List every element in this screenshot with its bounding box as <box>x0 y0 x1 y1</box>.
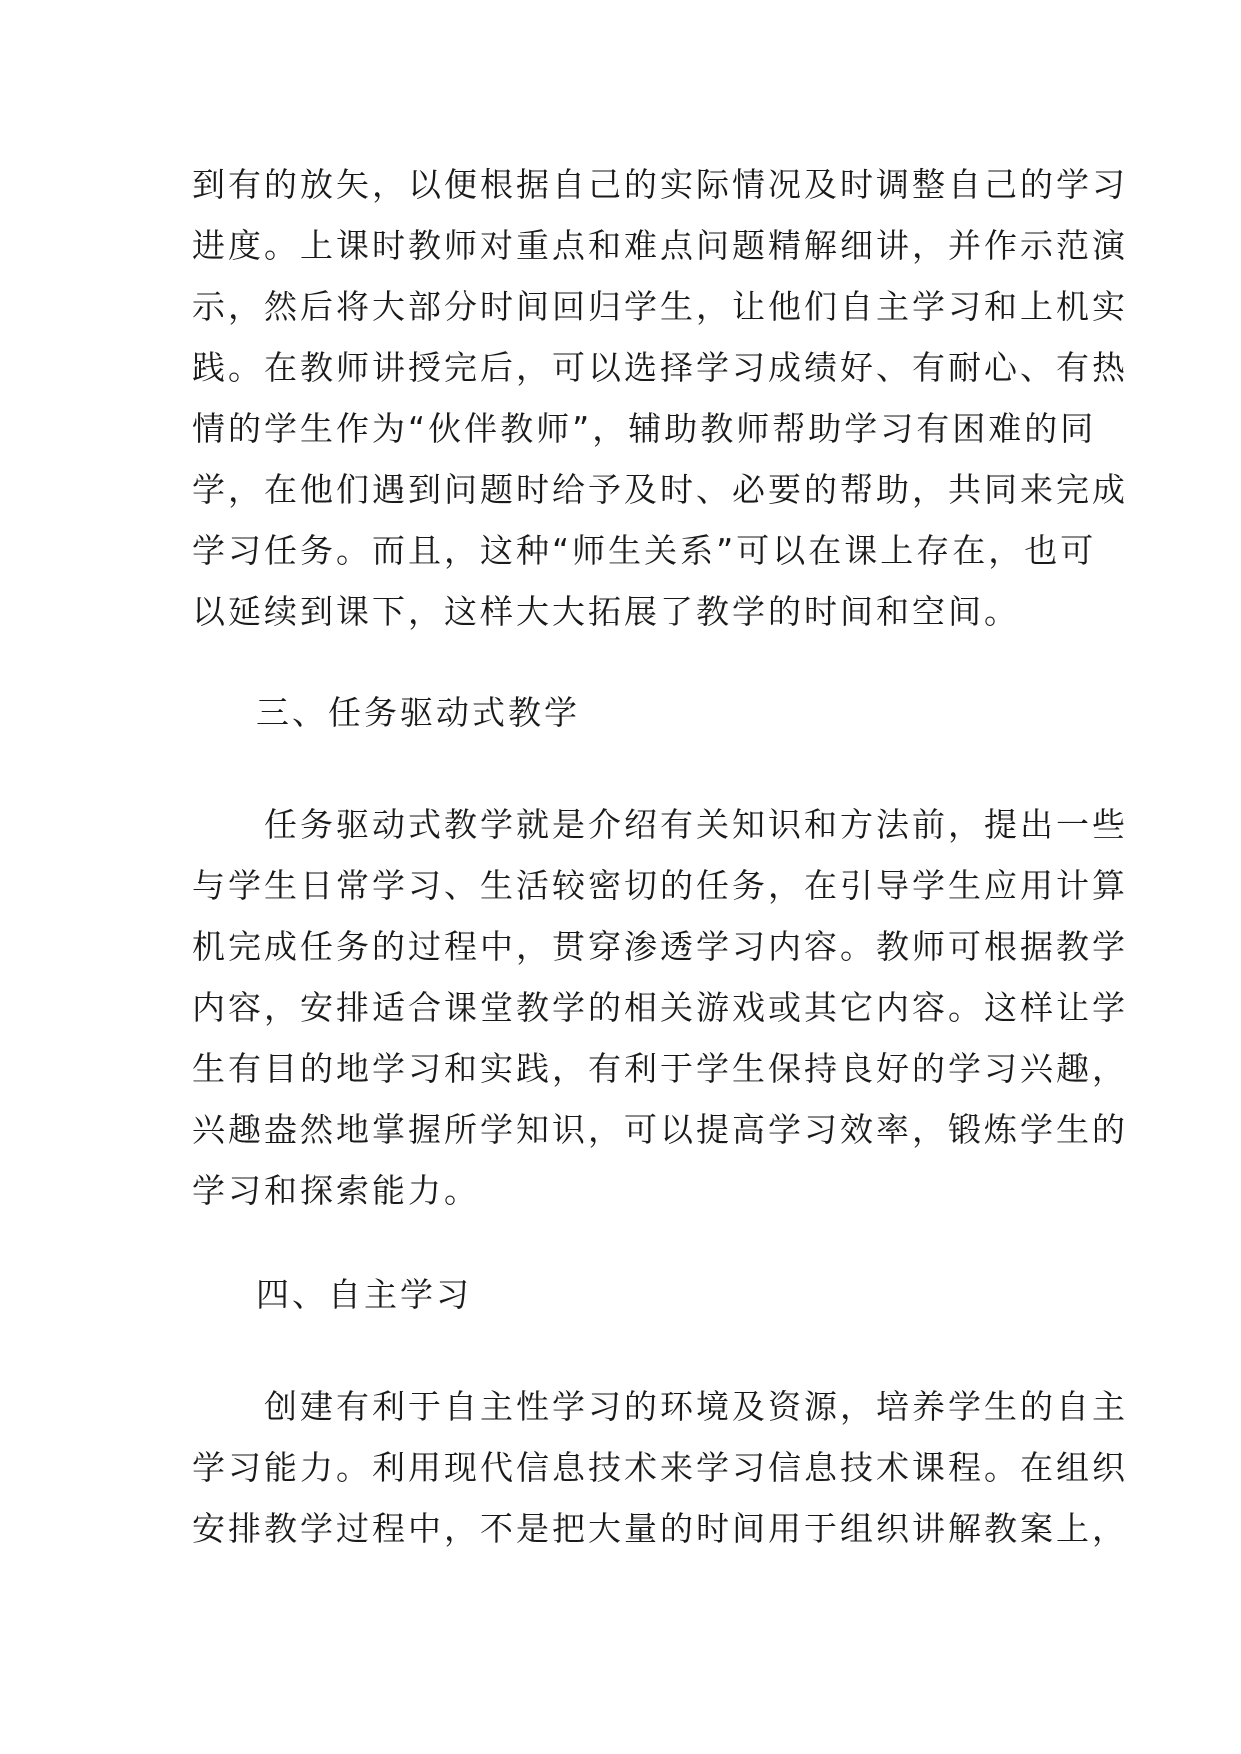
text-line: 机完成任务的过程中，贯穿渗透学习内容。教师可根据教学 <box>192 927 1128 966</box>
section-heading-text: 四、自主学习 <box>256 1275 472 1314</box>
text-line: 进度。上课时教师对重点和难点问题精解细讲，并作示范演 <box>192 226 1128 265</box>
paragraph-self-study <box>192 1376 1128 1559</box>
section-heading-text: 三、任务驱动式教学 <box>256 693 580 732</box>
text-line: 践。在教师讲授完后，可以选择学习成绩好、有耐心、有热 <box>192 348 1128 387</box>
paragraph-continued <box>192 154 1128 642</box>
text-line: 任务驱动式教学就是介绍有关知识和方法前，提出一些 <box>192 805 1128 844</box>
section-heading-3 <box>256 682 1116 743</box>
text-line: 与学生日常学习、生活较密切的任务，在引导学生应用计算 <box>192 866 1128 905</box>
text-line: 示，然后将大部分时间回归学生，让他们自主学习和上机实 <box>192 287 1128 326</box>
paragraph-task-driven <box>192 794 1128 1221</box>
text-line: 以延续到课下，这样大大拓展了教学的时间和空间。 <box>192 592 1020 631</box>
text-line: 生有目的地学习和实践，有利于学生保持良好的学习兴趣， <box>192 1049 1128 1088</box>
text-line: 到有的放矢，以便根据自己的实际情况及时调整自己的学习 <box>192 165 1128 204</box>
text-line: 学习任务。而且，这种“师生关系”可以在课上存在，也可 <box>192 531 1097 570</box>
text-line: 学，在他们遇到问题时给予及时、必要的帮助，共同来完成 <box>192 470 1128 509</box>
section-heading-4 <box>256 1264 1116 1325</box>
text-line: 学习和探索能力。 <box>192 1171 480 1210</box>
text-line: 安排教学过程中，不是把大量的时间用于组织讲解教案上， <box>192 1509 1128 1548</box>
text-line: 情的学生作为“伙伴教师”，辅助教师帮助学习有困难的同 <box>192 409 1097 448</box>
text-line: 创建有利于自主性学习的环境及资源，培养学生的自主 <box>192 1387 1128 1426</box>
text-line: 学习能力。利用现代信息技术来学习信息技术课程。在组织 <box>192 1448 1128 1487</box>
text-line: 内容，安排适合课堂教学的相关游戏或其它内容。这样让学 <box>192 988 1128 1027</box>
text-line: 兴趣盎然地掌握所学知识，可以提高学习效率，锻炼学生的 <box>192 1110 1128 1149</box>
